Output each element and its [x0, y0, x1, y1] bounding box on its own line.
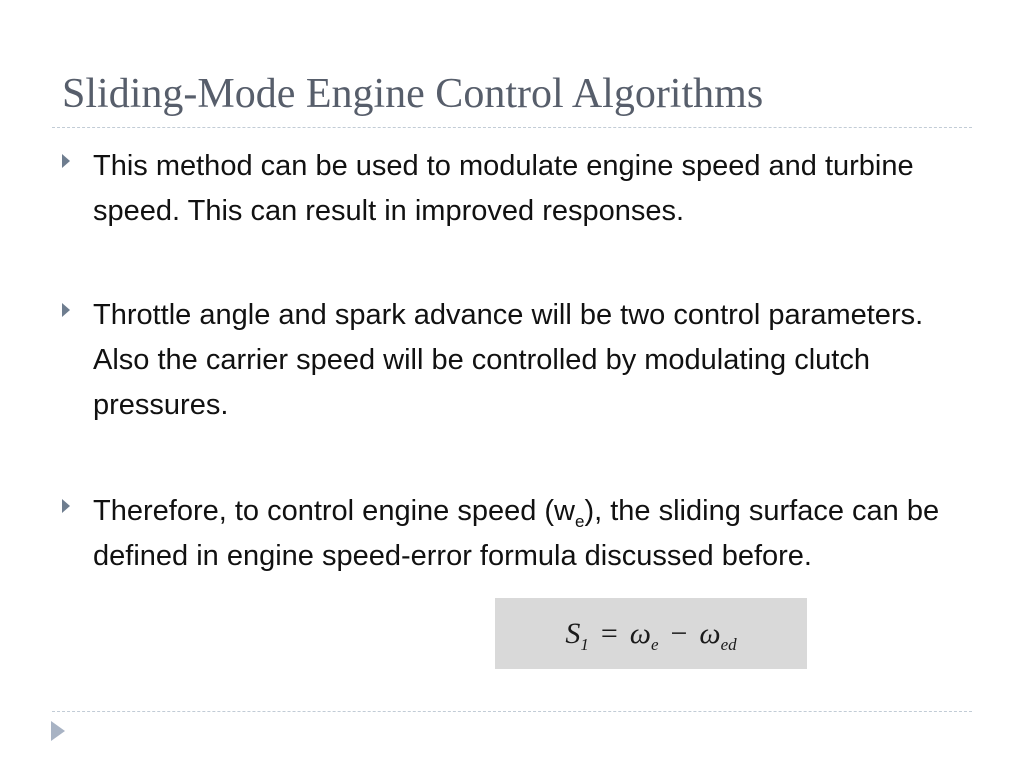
title-divider — [52, 127, 972, 128]
bullet-text-start: Therefore, to control engine speed (w — [93, 495, 575, 527]
formula-term-desired-speed: $\omega_{ed}$ — [699, 616, 737, 654]
bullet-text: This method can be used to modulate engine speed and turbine speed. This can result in improved responses. — [93, 150, 914, 227]
formula-term-engine-speed: $\omega_e$ — [629, 616, 659, 654]
speed-subscript: e — [575, 511, 585, 531]
bullet-text-end: ), the sliding surface can be defined in engine speed-error formula discussed before. — [93, 495, 940, 572]
bullet-text: Throttle angle and spark advance will be two control parameters. Also the carrier speed will be controlled by modulating clutch pressures. — [93, 299, 924, 421]
formula-lhs: $S_1$ — [565, 616, 589, 654]
footer-divider — [52, 711, 972, 712]
formula-equals: = — [600, 616, 618, 650]
bullet-triangle-icon — [62, 154, 70, 168]
bullet-triangle-icon — [62, 303, 70, 317]
bullet-text — [93, 489, 962, 579]
formula-minus: − — [670, 616, 688, 650]
sliding-surface-formula — [495, 598, 807, 669]
slide-title: Sliding-Mode Engine Control Algorithms — [62, 71, 764, 117]
footer-triangle-icon — [51, 721, 65, 741]
bullet-triangle-icon — [62, 499, 70, 513]
